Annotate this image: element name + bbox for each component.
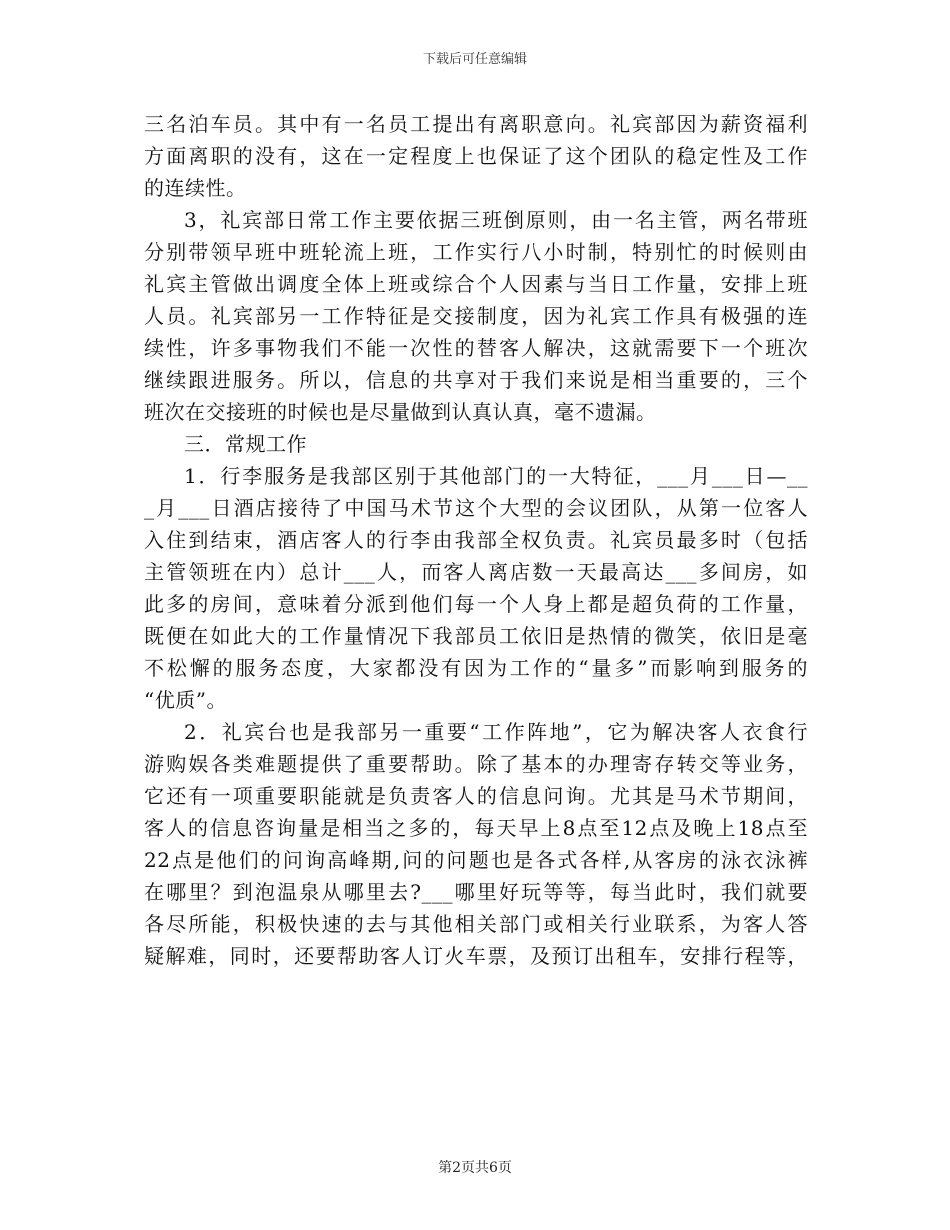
text-line: 人员。礼宾部另一工作特征是交接制度，因为礼宾工作具有极强的连 <box>144 304 808 328</box>
text-line: _月___日酒店接待了中国马术节这个大型的会议团队，从第一位客人 <box>144 496 808 520</box>
text-line: 继续跟进服务。所以，信息的共享对于我们来说是相当重要的，三个 <box>144 368 808 392</box>
text-line: 的连续性。 <box>144 176 247 200</box>
text-line: 主管领班在内）总计___人，而客人离店数一天最高达___多间房，如 <box>144 560 808 584</box>
text-line: 既便在如此大的工作量情况下我部员工依旧是热情的微笑，依旧是毫 <box>144 624 808 648</box>
page-header: 下载后可任意编辑 <box>422 52 527 67</box>
text-line: 1．行李服务是我部区别于其他部门的一大特征，___月___日—__ <box>184 464 808 488</box>
text-line: 入住到结束，酒店客人的行李由我部全权负责。礼宾员最多时（包括 <box>144 528 808 552</box>
text-line: 礼宾主管做出调度全体上班或综合个人因素与当日工作量，安排上班 <box>144 272 808 296</box>
text-line: 分别带领早班中班轮流上班，工作实行八小时制，特别忙的时候则由 <box>144 240 808 264</box>
page-number: 第2页共6页 <box>438 1160 512 1176</box>
text-line: 班次在交接班的时候也是尽量做到认真认真，毫不遗漏。 <box>144 400 657 424</box>
text-line: 不松懈的服务态度，大家都没有因为工作的“量多”而影响到服务的 <box>144 656 808 680</box>
text-line: 此多的房间，意味着分派到他们每一个人身上都是超负荷的工作量， <box>144 592 808 616</box>
text-line: 3，礼宾部日常工作主要依据三班倒原则，由一名主管，两名带班 <box>184 208 808 232</box>
text-line: “优质”。 <box>144 688 227 712</box>
text-line: 客人的信息咨询量是相当之多的，每天早上8点至12点及晚上18点至 <box>144 816 808 840</box>
text-line: 续性，许多事物我们不能一次性的替客人解决，这就需要下一个班次 <box>144 336 808 360</box>
text-line: 游购娱各类难题提供了重要帮助。除了基本的办理寄存转交等业务， <box>144 752 808 776</box>
text-line: 22点是他们的问询高峰期,问的问题也是各式各样,从客房的泳衣泳裤 <box>144 848 808 872</box>
text-line: 疑解难，同时，还要帮助客人订火车票，及预订出租车，安排行程等， <box>144 944 808 968</box>
text-line: 方面离职的没有，这在一定程度上也保证了这个团队的稳定性及工作 <box>144 144 808 168</box>
text-line: 2．礼宾台也是我部另一重要“工作阵地”，它为解决客人衣食行 <box>184 720 808 744</box>
section-heading: 三．常规工作 <box>184 432 307 456</box>
document-body <box>144 108 808 972</box>
text-line: 它还有一项重要职能就是负责客人的信息问询。尤其是马术节期间， <box>144 784 808 808</box>
text-line: 三名泊车员。其中有一名员工提出有离职意向。礼宾部因为薪资福利 <box>144 112 808 136</box>
text-line: 各尽所能，积极快速的去与其他相关部门或相关行业联系，为客人答 <box>144 912 808 936</box>
text-line: 在哪里？到泡温泉从哪里去?___哪里好玩等等，每当此时，我们就要 <box>144 880 808 904</box>
